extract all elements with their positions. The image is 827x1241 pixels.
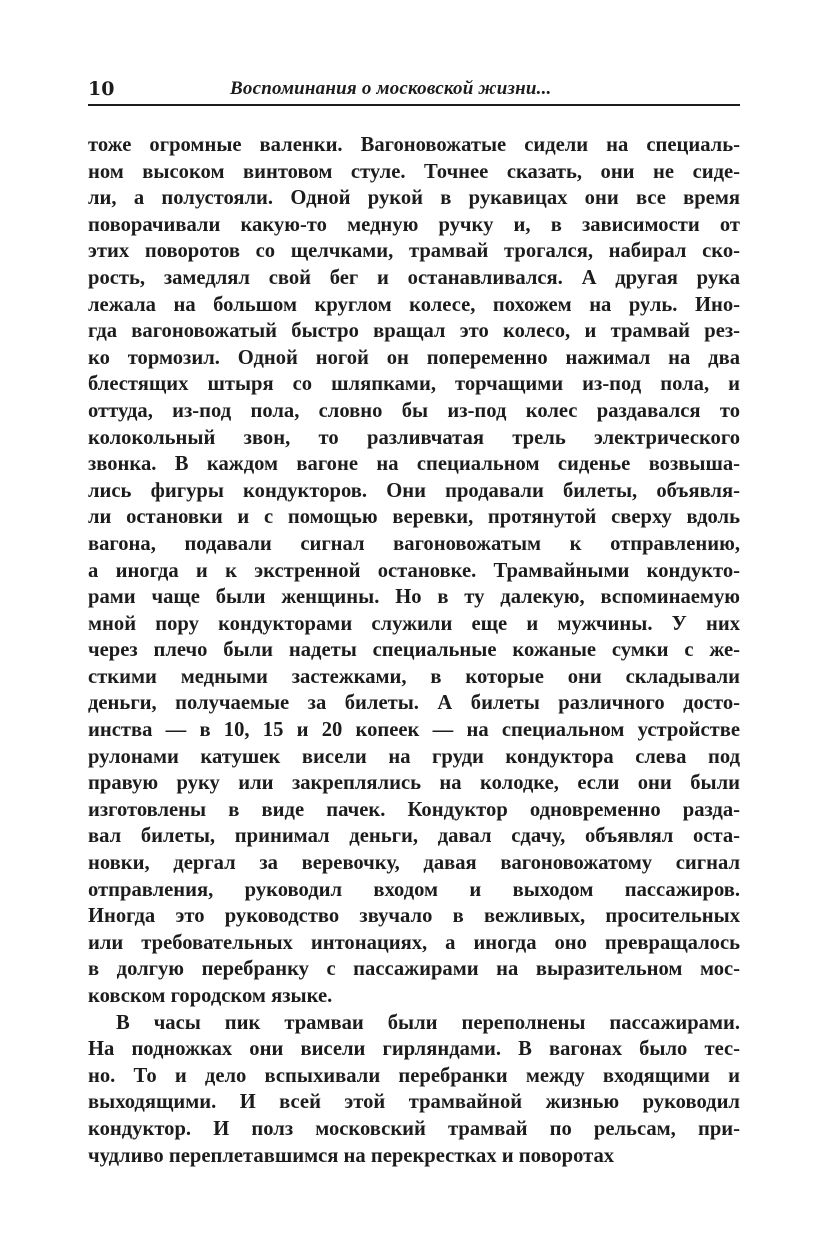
text-line: звонка. В каждом вагоне на специальном сиденье возвыша- bbox=[88, 453, 740, 476]
text-line: сткими медными застежками, в которые они складывали bbox=[88, 665, 740, 688]
text-line: колокольный звон, то разливчатая трель электрического bbox=[88, 426, 740, 449]
text-line: На подножках они висели гирляндами. В вагонах было тес- bbox=[88, 1038, 740, 1061]
text-line: рами чаще были женщины. Но в ту далекую, вспоминаемую bbox=[88, 586, 740, 609]
text-line: или требовательных интонациях, а иногда оно превращалось bbox=[88, 931, 740, 954]
text-line: чудливо переплетавшимся на перекрестках и поворотах bbox=[88, 1144, 615, 1167]
text-line: оттуда, из-под пола, словно бы из-под колес раздавался то bbox=[88, 399, 740, 422]
text-line: Иногда это руководство звучало в вежливых, просительных bbox=[88, 905, 740, 928]
body-text bbox=[88, 132, 740, 1169]
text-line: кондуктор. И полз московский трамвай по рельсам, при- bbox=[88, 1117, 740, 1140]
text-line: а иногда и к экстренной остановке. Трамвайными кондукто- bbox=[88, 559, 740, 582]
text-line: деньги, получаемые за билеты. А билеты различного досто- bbox=[88, 692, 740, 715]
text-line: гда вагоновожатый быстро вращал это колесо, и трамвай рез- bbox=[88, 320, 740, 343]
text-line: мной пору кондукторами служили еще и мужчины. У них bbox=[88, 612, 740, 635]
text-line: инства — в 10, 15 и 20 копеек — на специальном устройстве bbox=[88, 719, 740, 742]
text-line: изготовлены в виде пачек. Кондуктор одновременно разда- bbox=[88, 798, 740, 821]
text-line: выходящими. И всей этой трамвайной жизнью руководил bbox=[88, 1091, 740, 1114]
text-line: лежала на большом круглом колесе, похожем на руль. Ино- bbox=[88, 293, 740, 316]
text-line: ном высоком винтовом стуле. Точнее сказать, они не сиде- bbox=[88, 160, 740, 183]
text-line: но. То и дело вспыхивали перебранки между входящими и bbox=[88, 1064, 740, 1087]
text-line: правую руку или закреплялись на колодке, если они были bbox=[88, 772, 740, 795]
text-line: поворачивали какую-то медную ручку и, в зависимости от bbox=[88, 213, 740, 236]
text-line: лись фигуры кондукторов. Они продавали билеты, объявля- bbox=[88, 479, 740, 502]
text-line: новки, дергал за веревочку, давая вагоновожатому сигнал bbox=[88, 852, 740, 875]
page-number: 10 bbox=[88, 78, 115, 100]
text-line: ковском городском языке. bbox=[88, 985, 333, 1007]
paragraph bbox=[88, 1010, 740, 1170]
text-line: через плечо были надеты специальные кожаные сумки с же- bbox=[88, 639, 740, 662]
text-line: блестящих штыря со шляпками, торчащими из-под пола, и bbox=[88, 373, 740, 396]
text-line: вал билеты, принимал деньги, давал сдачу, объявлял оста- bbox=[88, 825, 740, 848]
paragraph bbox=[88, 132, 740, 1010]
text-line: этих поворотов со щелчками, трамвай трогался, набирал ско- bbox=[88, 240, 740, 263]
running-title: Воспоминания о московской жизни... bbox=[230, 78, 552, 99]
text-line: вагона, подавали сигнал вагоновожатым к отправлению, bbox=[88, 532, 740, 555]
text-line: ли остановки и с помощью веревки, протянутой сверху вдоль bbox=[88, 506, 740, 529]
text-line: ко тормозил. Одной ногой он попеременно нажимал на два bbox=[88, 346, 740, 369]
text-line: рость, замедлял свой бег и останавливался. А другая рука bbox=[88, 266, 740, 289]
text-line: отправления, руководил входом и выходом пассажиров. bbox=[88, 878, 740, 901]
text-line: В часы пик трамваи были переполнены пассажирами. bbox=[116, 1011, 740, 1034]
text-line: рулонами катушек висели на груди кондуктора слева под bbox=[88, 745, 740, 768]
running-header bbox=[88, 74, 740, 106]
text-line: в долгую перебранку с пассажирами на выразительном мос- bbox=[88, 958, 740, 981]
text-line: ли, а полустояли. Одной рукой в рукавицах они все время bbox=[88, 187, 740, 210]
text-line: тоже огромные валенки. Вагоновожатые сидели на специаль- bbox=[88, 134, 740, 156]
